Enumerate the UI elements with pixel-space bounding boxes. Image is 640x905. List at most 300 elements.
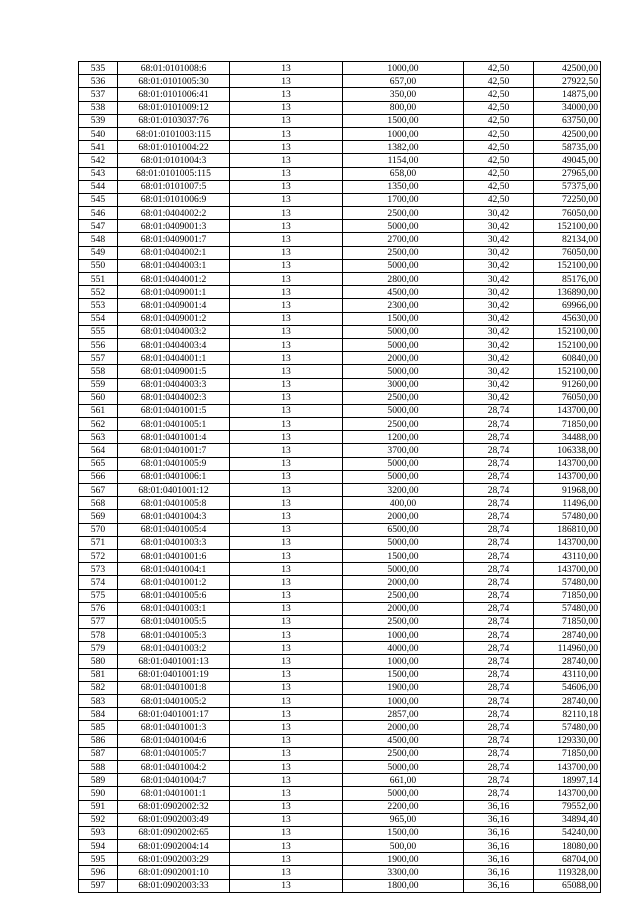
cell-cadastral-number: 68:01:0401001:17 [118,708,230,721]
table-row [79,365,601,378]
cell-rate: 30,42 [464,220,534,233]
cell-rate: 28,74 [464,615,534,628]
cell-amount: 68704,00 [534,853,601,866]
cell-row-number: 586 [79,734,118,747]
table-row [79,708,601,721]
cell-category-code: 13 [230,813,343,826]
cell-amount: 76050,00 [534,246,601,259]
cell-row-number: 556 [79,338,118,351]
cell-category-code: 13 [230,602,343,615]
cell-category-code: 13 [230,510,343,523]
cell-area: 5000,00 [343,365,464,378]
cell-rate: 28,74 [464,655,534,668]
table-row [79,75,601,88]
cell-rate: 28,74 [464,470,534,483]
table-row [79,484,601,497]
table-row [79,352,601,365]
cell-row-number: 579 [79,642,118,655]
table-row [79,523,601,536]
cell-category-code: 13 [230,180,343,193]
cell-amount: 43110,00 [534,668,601,681]
cell-category-code: 13 [230,312,343,325]
cell-rate: 36,16 [464,840,534,853]
cell-rate: 36,16 [464,853,534,866]
cell-row-number: 548 [79,233,118,246]
cell-category-code: 13 [230,193,343,206]
table-row [79,431,601,444]
cell-category-code: 13 [230,378,343,391]
cell-amount: 71850,00 [534,418,601,431]
cell-cadastral-number: 68:01:0404001:2 [118,273,230,286]
cell-category-code: 13 [230,549,343,562]
cell-row-number: 540 [79,127,118,140]
table-row [79,457,601,470]
cell-rate: 30,42 [464,312,534,325]
cell-row-number: 544 [79,180,118,193]
land-plots-table [78,61,601,893]
cell-amount: 152100,00 [534,338,601,351]
table-row [79,404,601,417]
cell-category-code: 13 [230,75,343,88]
table-row [79,655,601,668]
cell-rate: 30,42 [464,391,534,404]
cell-row-number: 538 [79,101,118,114]
table-row [79,325,601,338]
table-row [79,840,601,853]
cell-rate: 42,50 [464,75,534,88]
cell-area: 3300,00 [343,866,464,879]
cell-cadastral-number: 68:01:0404003:3 [118,378,230,391]
cell-area: 1000,00 [343,629,464,642]
cell-row-number: 554 [79,312,118,325]
cell-cadastral-number: 68:01:0404003:1 [118,259,230,272]
cell-cadastral-number: 68:01:0101004:22 [118,141,230,154]
table-row [79,470,601,483]
cell-amount: 143700,00 [534,563,601,576]
cell-cadastral-number: 68:01:0101003:115 [118,127,230,140]
table-row [79,510,601,523]
cell-area: 2000,00 [343,602,464,615]
table-row [79,114,601,127]
cell-category-code: 13 [230,141,343,154]
cell-row-number: 596 [79,866,118,879]
cell-category-code: 13 [230,246,343,259]
cell-category-code: 13 [230,444,343,457]
cell-cadastral-number: 68:01:0404001:1 [118,352,230,365]
cell-row-number: 591 [79,800,118,813]
cell-category-code: 13 [230,853,343,866]
cell-cadastral-number: 68:01:0404002:3 [118,391,230,404]
cell-rate: 28,74 [464,418,534,431]
cell-category-code: 13 [230,747,343,760]
table-body [79,62,601,893]
cell-area: 500,00 [343,840,464,853]
cell-cadastral-number: 68:01:0401001:4 [118,431,230,444]
cell-area: 5000,00 [343,325,464,338]
cell-amount: 82110,18 [534,708,601,721]
cell-rate: 42,50 [464,141,534,154]
cell-cadastral-number: 68:01:0101006:9 [118,193,230,206]
cell-category-code: 13 [230,220,343,233]
cell-rate: 28,74 [464,721,534,734]
table-row [79,615,601,628]
cell-rate: 28,74 [464,681,534,694]
cell-cadastral-number: 68:01:0409001:2 [118,312,230,325]
cell-rate: 42,50 [464,88,534,101]
cell-area: 5000,00 [343,787,464,800]
cell-category-code: 13 [230,88,343,101]
table-row [79,536,601,549]
cell-amount: 11496,00 [534,497,601,510]
cell-rate: 42,50 [464,180,534,193]
cell-row-number: 576 [79,602,118,615]
cell-rate: 36,16 [464,866,534,879]
table-row [79,154,601,167]
cell-cadastral-number: 68:01:0401005:4 [118,523,230,536]
cell-rate: 28,74 [464,747,534,760]
cell-rate: 28,74 [464,602,534,615]
cell-row-number: 568 [79,497,118,510]
cell-rate: 28,74 [464,497,534,510]
cell-amount: 65088,00 [534,879,601,892]
cell-amount: 57480,00 [534,576,601,589]
cell-category-code: 13 [230,114,343,127]
table-row [79,549,601,562]
cell-cadastral-number: 68:01:0401004:1 [118,563,230,576]
cell-amount: 186810,00 [534,523,601,536]
table-row [79,629,601,642]
cell-cadastral-number: 68:01:0409001:5 [118,365,230,378]
cell-cadastral-number: 68:01:0101005:115 [118,167,230,180]
cell-amount: 42500,00 [534,62,601,75]
cell-area: 1500,00 [343,114,464,127]
cell-category-code: 13 [230,760,343,773]
cell-area: 5000,00 [343,470,464,483]
cell-category-code: 13 [230,866,343,879]
table-row [79,259,601,272]
cell-area: 5000,00 [343,536,464,549]
cell-category-code: 13 [230,273,343,286]
cell-amount: 143700,00 [534,787,601,800]
cell-rate: 28,74 [464,431,534,444]
cell-row-number: 539 [79,114,118,127]
cell-rate: 42,50 [464,167,534,180]
cell-rate: 28,74 [464,404,534,417]
cell-category-code: 13 [230,787,343,800]
cell-category-code: 13 [230,338,343,351]
cell-amount: 106338,00 [534,444,601,457]
cell-cadastral-number: 68:01:0401001:7 [118,444,230,457]
cell-amount: 34894,40 [534,813,601,826]
cell-rate: 30,42 [464,246,534,259]
cell-row-number: 560 [79,391,118,404]
cell-area: 2857,00 [343,708,464,721]
cell-amount: 72250,00 [534,193,601,206]
cell-row-number: 563 [79,431,118,444]
cell-rate: 30,42 [464,352,534,365]
cell-rate: 42,50 [464,114,534,127]
cell-row-number: 574 [79,576,118,589]
cell-area: 5000,00 [343,338,464,351]
cell-category-code: 13 [230,352,343,365]
cell-amount: 114960,00 [534,642,601,655]
table-row [79,642,601,655]
cell-category-code: 13 [230,62,343,75]
cell-rate: 30,42 [464,233,534,246]
cell-row-number: 549 [79,246,118,259]
cell-area: 6500,00 [343,523,464,536]
cell-rate: 30,42 [464,325,534,338]
cell-rate: 42,50 [464,193,534,206]
cell-area: 2500,00 [343,391,464,404]
cell-row-number: 585 [79,721,118,734]
table-row [79,576,601,589]
cell-amount: 54240,00 [534,826,601,839]
cell-amount: 57375,00 [534,180,601,193]
cell-category-code: 13 [230,576,343,589]
cell-amount: 34488,00 [534,431,601,444]
cell-category-code: 13 [230,721,343,734]
cell-area: 1000,00 [343,655,464,668]
table-row [79,62,601,75]
cell-amount: 54606,00 [534,681,601,694]
cell-rate: 42,50 [464,154,534,167]
cell-row-number: 553 [79,299,118,312]
cell-rate: 30,42 [464,259,534,272]
cell-amount: 143700,00 [534,470,601,483]
cell-rate: 28,74 [464,549,534,562]
table-row [79,246,601,259]
cell-cadastral-number: 68:01:0409001:1 [118,286,230,299]
cell-cadastral-number: 68:01:0401005:5 [118,615,230,628]
cell-row-number: 566 [79,470,118,483]
cell-area: 5000,00 [343,404,464,417]
cell-cadastral-number: 68:01:0401001:1 [118,787,230,800]
cell-area: 1154,00 [343,154,464,167]
cell-amount: 79552,00 [534,800,601,813]
cell-row-number: 584 [79,708,118,721]
cell-row-number: 573 [79,563,118,576]
cell-row-number: 567 [79,484,118,497]
table-row [79,563,601,576]
cell-rate: 28,74 [464,484,534,497]
table-row [79,695,601,708]
table-row [79,338,601,351]
cell-rate: 30,42 [464,378,534,391]
table-row [79,180,601,193]
cell-area: 2300,00 [343,299,464,312]
cell-cadastral-number: 68:01:0401005:1 [118,418,230,431]
cell-row-number: 578 [79,629,118,642]
cell-row-number: 543 [79,167,118,180]
cell-rate: 42,50 [464,101,534,114]
cell-amount: 57480,00 [534,510,601,523]
cell-area: 1900,00 [343,853,464,866]
cell-area: 5000,00 [343,457,464,470]
cell-row-number: 547 [79,220,118,233]
cell-area: 3700,00 [343,444,464,457]
cell-rate: 36,16 [464,826,534,839]
cell-amount: 58735,00 [534,141,601,154]
table-row [79,668,601,681]
cell-category-code: 13 [230,497,343,510]
cell-row-number: 580 [79,655,118,668]
table-row [79,299,601,312]
cell-category-code: 13 [230,484,343,497]
cell-amount: 14875,00 [534,88,601,101]
cell-row-number: 555 [79,325,118,338]
table-row [79,207,601,220]
cell-row-number: 542 [79,154,118,167]
cell-row-number: 570 [79,523,118,536]
cell-amount: 152100,00 [534,325,601,338]
cell-row-number: 594 [79,840,118,853]
cell-amount: 143700,00 [534,457,601,470]
cell-amount: 45630,00 [534,312,601,325]
cell-amount: 76050,00 [534,391,601,404]
cell-cadastral-number: 68:01:0401005:6 [118,589,230,602]
cell-area: 1382,00 [343,141,464,154]
cell-cadastral-number: 68:01:0404003:4 [118,338,230,351]
cell-cadastral-number: 68:01:0103037:76 [118,114,230,127]
cell-cadastral-number: 68:01:0902003:49 [118,813,230,826]
cell-cadastral-number: 68:01:0401005:9 [118,457,230,470]
cell-category-code: 13 [230,404,343,417]
cell-category-code: 13 [230,589,343,602]
cell-amount: 42500,00 [534,127,601,140]
cell-amount: 27922,50 [534,75,601,88]
cell-row-number: 595 [79,853,118,866]
table-row [79,721,601,734]
cell-row-number: 535 [79,62,118,75]
cell-area: 2500,00 [343,246,464,259]
table-row [79,800,601,813]
cell-category-code: 13 [230,734,343,747]
cell-category-code: 13 [230,774,343,787]
cell-cadastral-number: 68:01:0401001:3 [118,721,230,734]
cell-row-number: 589 [79,774,118,787]
cell-area: 658,00 [343,167,464,180]
cell-cadastral-number: 68:01:0409001:4 [118,299,230,312]
cell-rate: 28,74 [464,708,534,721]
cell-rate: 30,42 [464,286,534,299]
cell-cadastral-number: 68:01:0902002:65 [118,826,230,839]
cell-category-code: 13 [230,207,343,220]
cell-amount: 28740,00 [534,655,601,668]
cell-area: 1000,00 [343,62,464,75]
cell-category-code: 13 [230,536,343,549]
table-row [79,167,601,180]
cell-rate: 28,74 [464,760,534,773]
cell-cadastral-number: 68:01:0101006:41 [118,88,230,101]
cell-cadastral-number: 68:01:0101007:5 [118,180,230,193]
cell-area: 1000,00 [343,127,464,140]
cell-category-code: 13 [230,523,343,536]
cell-cadastral-number: 68:01:0409001:3 [118,220,230,233]
cell-amount: 28740,00 [534,695,601,708]
table-row [79,787,601,800]
cell-cadastral-number: 68:01:0401001:5 [118,404,230,417]
table-row [79,101,601,114]
cell-amount: 91260,00 [534,378,601,391]
cell-rate: 30,42 [464,273,534,286]
cell-area: 1500,00 [343,826,464,839]
table-row [79,853,601,866]
cell-cadastral-number: 68:01:0401003:1 [118,602,230,615]
cell-row-number: 577 [79,615,118,628]
cell-cadastral-number: 68:01:0401004:3 [118,510,230,523]
cell-category-code: 13 [230,642,343,655]
cell-area: 2000,00 [343,576,464,589]
table-row [79,602,601,615]
cell-category-code: 13 [230,879,343,892]
cell-row-number: 541 [79,141,118,154]
cell-rate: 42,50 [464,127,534,140]
cell-category-code: 13 [230,101,343,114]
cell-row-number: 562 [79,418,118,431]
cell-area: 2800,00 [343,273,464,286]
cell-rate: 28,74 [464,510,534,523]
cell-rate: 30,42 [464,338,534,351]
cell-area: 350,00 [343,88,464,101]
cell-area: 1500,00 [343,549,464,562]
cell-area: 1500,00 [343,312,464,325]
cell-cadastral-number: 68:01:0401006:1 [118,470,230,483]
table-row [79,734,601,747]
cell-area: 965,00 [343,813,464,826]
cell-category-code: 13 [230,418,343,431]
table-row [79,273,601,286]
cell-cadastral-number: 68:01:0401001:12 [118,484,230,497]
cell-category-code: 13 [230,286,343,299]
cell-category-code: 13 [230,259,343,272]
cell-amount: 18997,14 [534,774,601,787]
cell-cadastral-number: 68:01:0401004:6 [118,734,230,747]
cell-cadastral-number: 68:01:0902003:33 [118,879,230,892]
cell-rate: 28,74 [464,787,534,800]
cell-category-code: 13 [230,668,343,681]
cell-amount: 27965,00 [534,167,601,180]
cell-rate: 28,74 [464,668,534,681]
table-row [79,378,601,391]
cell-amount: 152100,00 [534,220,601,233]
cell-area: 2200,00 [343,800,464,813]
cell-area: 2500,00 [343,418,464,431]
cell-row-number: 564 [79,444,118,457]
cell-row-number: 552 [79,286,118,299]
cell-amount: 28740,00 [534,629,601,642]
cell-rate: 28,74 [464,629,534,642]
cell-area: 2500,00 [343,747,464,760]
cell-area: 5000,00 [343,220,464,233]
cell-amount: 152100,00 [534,365,601,378]
cell-cadastral-number: 68:01:0401005:8 [118,497,230,510]
cell-area: 2000,00 [343,352,464,365]
cell-category-code: 13 [230,695,343,708]
cell-amount: 43110,00 [534,549,601,562]
cell-cadastral-number: 68:01:0404002:1 [118,246,230,259]
cell-amount: 57480,00 [534,721,601,734]
cell-area: 2500,00 [343,207,464,220]
cell-amount: 69966,00 [534,299,601,312]
cell-area: 3200,00 [343,484,464,497]
cell-area: 2000,00 [343,721,464,734]
cell-cadastral-number: 68:01:0101005:30 [118,75,230,88]
table-row [79,391,601,404]
cell-area: 657,00 [343,75,464,88]
cell-area: 2500,00 [343,589,464,602]
cell-rate: 36,16 [464,800,534,813]
